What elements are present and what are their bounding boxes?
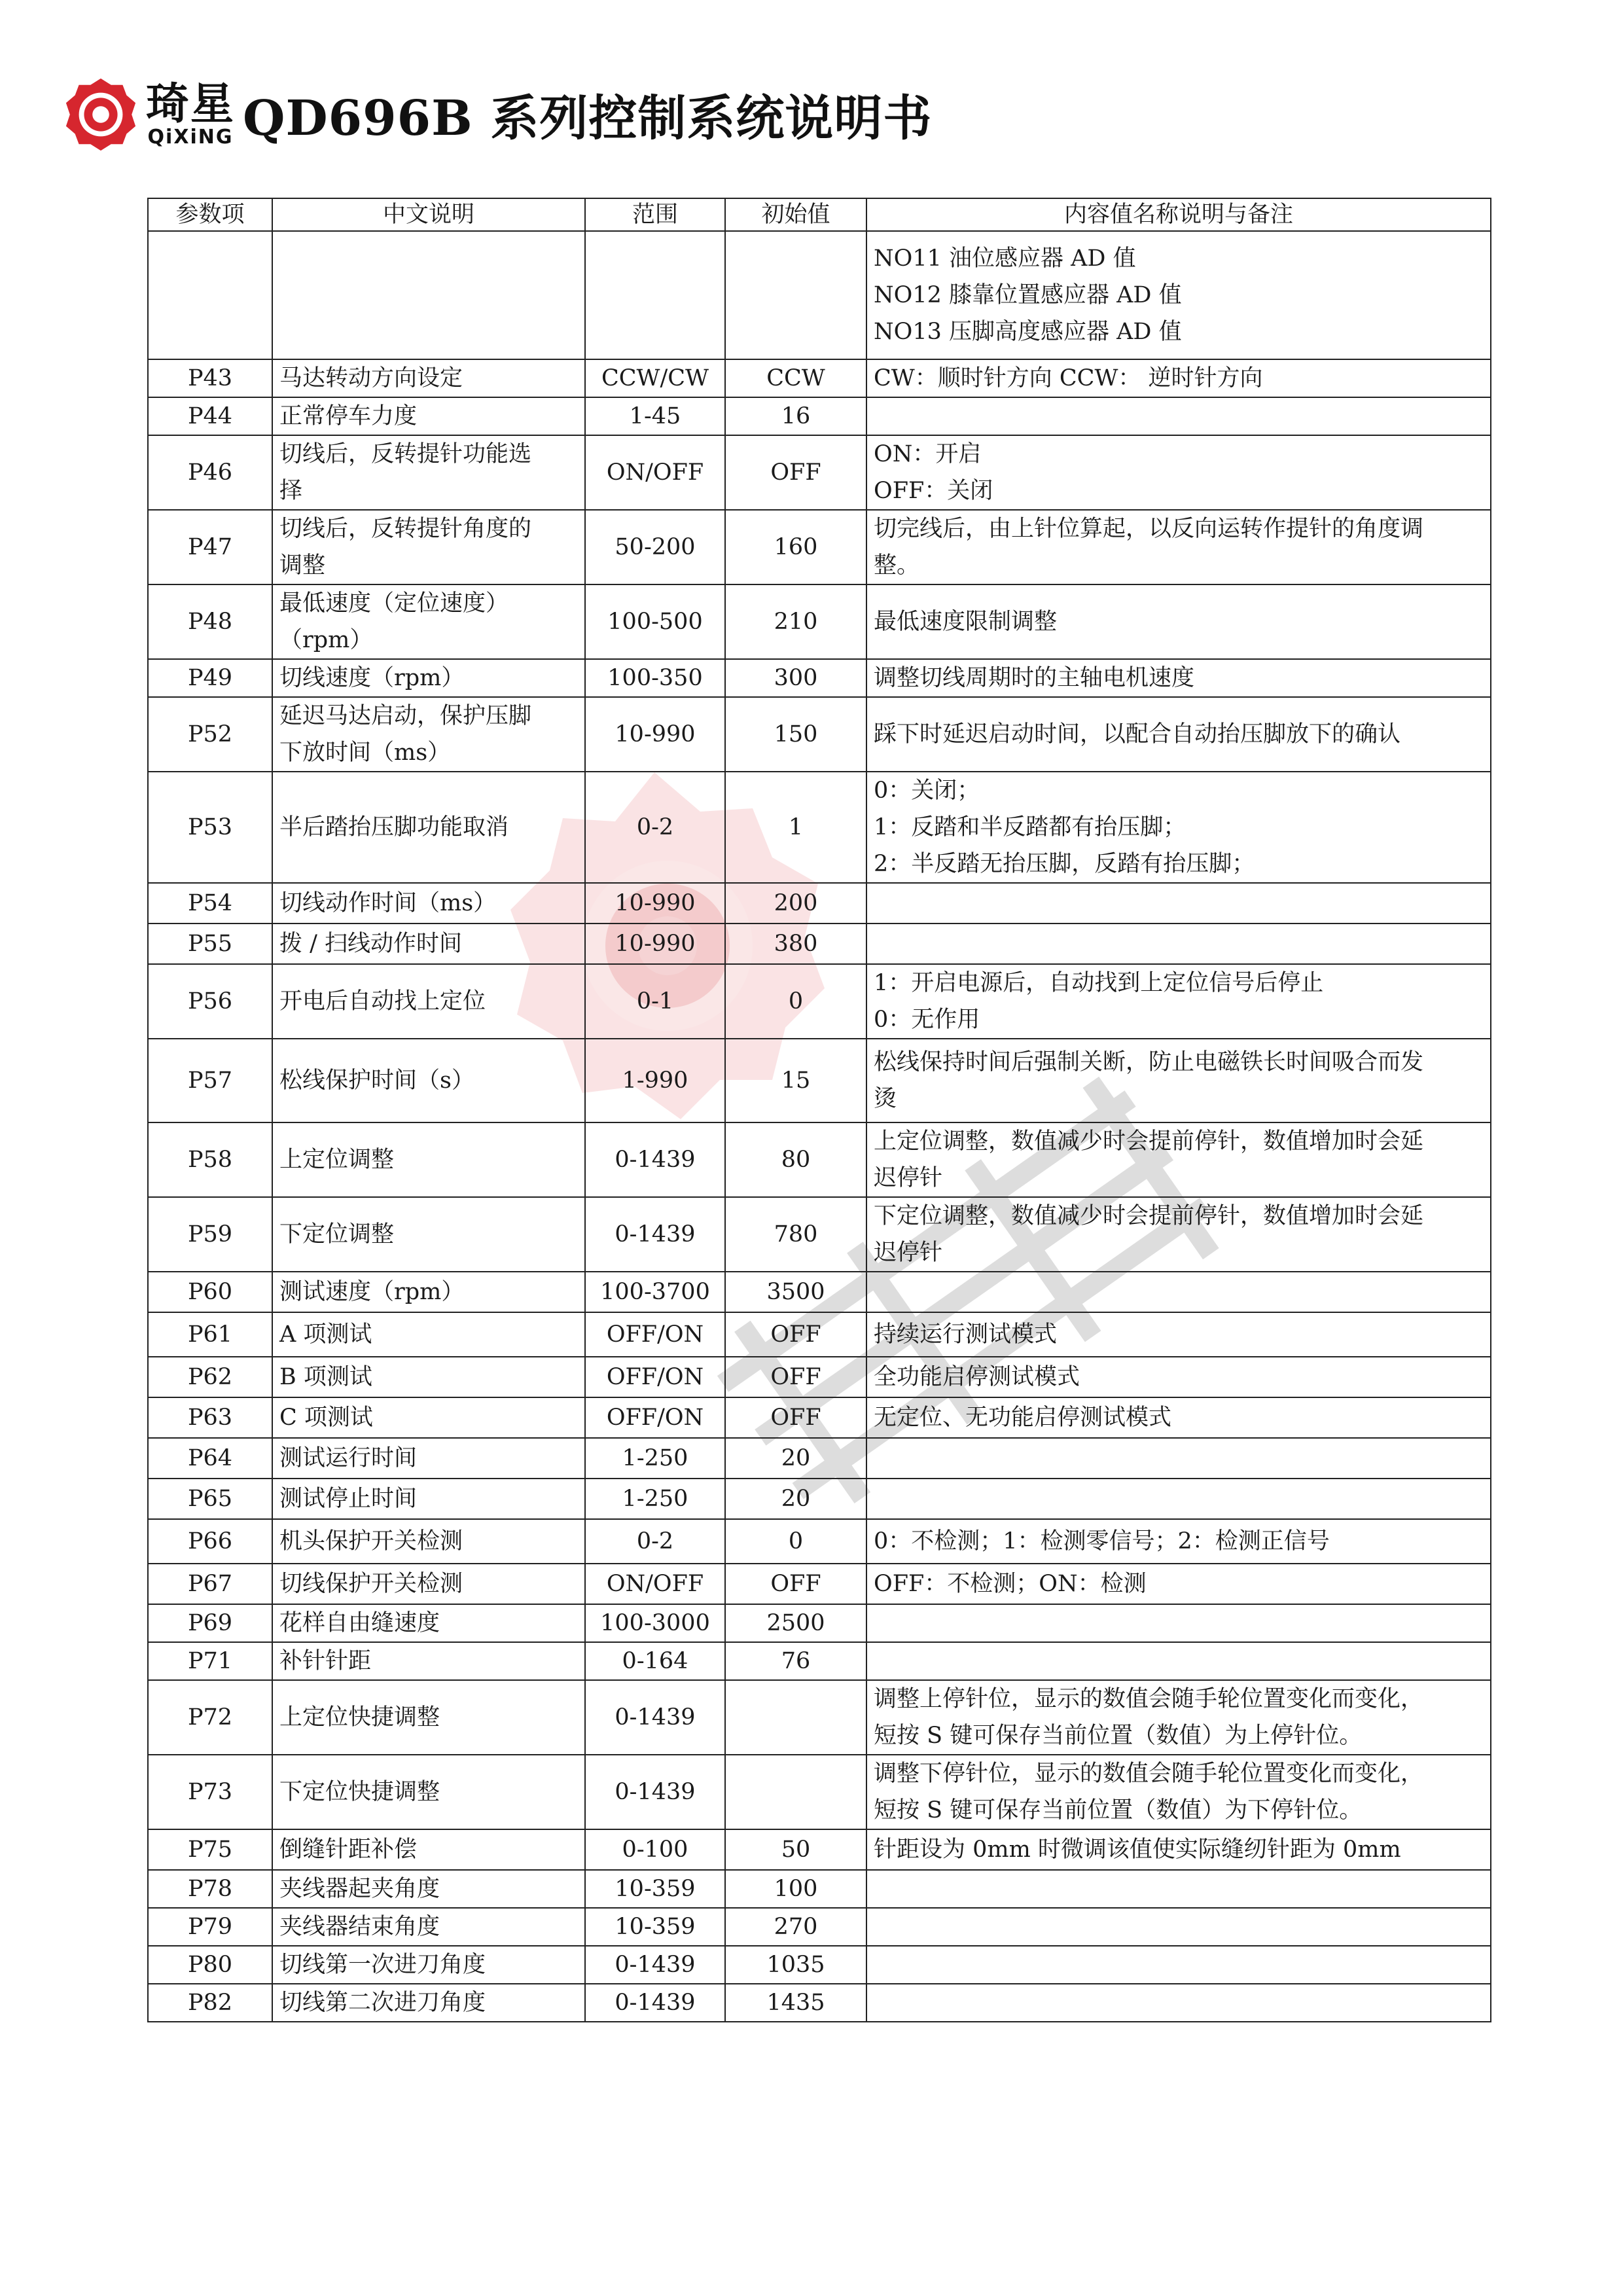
note-cell-line: 整。 — [874, 552, 920, 579]
table-row — [148, 883, 1491, 924]
note-cell — [866, 1312, 1491, 1357]
description-cell — [272, 1564, 585, 1604]
initial-value-cell: 50 — [725, 1829, 866, 1870]
table-row — [148, 1984, 1491, 2022]
note-cell-line: NO13 压脚高度感应器 AD 值 — [874, 319, 1182, 345]
initial-value-cell: OFF — [725, 1312, 866, 1357]
param-code-cell: P44 — [148, 397, 272, 435]
description-cell — [272, 1479, 585, 1519]
description-cell — [272, 659, 585, 697]
description-cell-line: 花样自由缝速度 — [279, 1610, 440, 1636]
note-cell-line: 2：半反踏无抬压脚，反踏有抬压脚； — [874, 851, 1255, 877]
description-cell-line: 补针针距 — [279, 1648, 372, 1674]
note-cell — [866, 1479, 1491, 1519]
note-cell-line: ON：开启 — [874, 441, 982, 467]
initial-value-cell: OFF — [725, 1357, 866, 1397]
range-cell: 100-350 — [585, 659, 725, 697]
description-cell-line: 切线动作时间（ms） — [279, 890, 497, 916]
range-cell: 10-990 — [585, 883, 725, 924]
initial-value-cell: 2500 — [725, 1604, 866, 1642]
range-cell: 0-1439 — [585, 1197, 725, 1272]
description-cell-line: 上定位调整 — [279, 1147, 395, 1173]
param-code-cell: P66 — [148, 1519, 272, 1564]
note-cell — [866, 1438, 1491, 1479]
description-cell-line: 切线第一次进刀角度 — [279, 1952, 486, 1978]
table-row — [148, 510, 1491, 584]
table-row — [148, 397, 1491, 435]
description-cell-line: 延迟马达启动，保护压脚 — [279, 703, 532, 729]
note-cell — [866, 883, 1491, 924]
description-cell-line: 测试停止时间 — [279, 1486, 418, 1512]
range-cell: 0-2 — [585, 772, 725, 883]
initial-value-cell: 16 — [725, 397, 866, 435]
param-code-cell: P47 — [148, 510, 272, 584]
initial-value-cell: 80 — [725, 1122, 866, 1197]
description-cell-line: 下定位快捷调整 — [279, 1779, 440, 1805]
description-cell — [272, 1829, 585, 1870]
range-cell: 0-1439 — [585, 1984, 725, 2022]
param-code-cell — [148, 231, 272, 359]
note-cell-line: 调整下停针位，显示的数值会随手轮位置变化而变化， — [874, 1761, 1424, 1787]
param-code-cell: P64 — [148, 1438, 272, 1479]
table-row — [148, 1122, 1491, 1197]
description-cell-line: 下定位调整 — [279, 1221, 395, 1247]
note-cell — [866, 1755, 1491, 1829]
note-cell — [866, 1946, 1491, 1984]
note-cell-line: 0：关闭； — [874, 778, 980, 804]
description-cell-line: 调整 — [279, 552, 326, 579]
initial-value-cell: 160 — [725, 510, 866, 584]
description-cell — [272, 772, 585, 883]
description-cell — [272, 1122, 585, 1197]
range-cell: 0-1439 — [585, 1680, 725, 1755]
description-cell — [272, 697, 585, 772]
description-cell-line: 机头保护开关检测 — [279, 1528, 463, 1554]
param-code-cell: P49 — [148, 659, 272, 697]
note-cell — [866, 359, 1491, 397]
header-cell-param: 参数项 — [148, 198, 272, 231]
note-cell — [866, 1357, 1491, 1397]
description-cell — [272, 435, 585, 510]
range-cell: 10-359 — [585, 1908, 725, 1946]
initial-value-cell — [725, 1680, 866, 1755]
range-cell: ON/OFF — [585, 435, 725, 510]
range-cell: CCW/CW — [585, 359, 725, 397]
brand-name-cn: 琦星 — [146, 79, 235, 129]
initial-value-cell: 1 — [725, 772, 866, 883]
note-cell — [866, 1397, 1491, 1438]
table-row — [148, 1870, 1491, 1908]
description-cell-line: 夹线器起夹角度 — [279, 1876, 440, 1902]
description-cell — [272, 1680, 585, 1755]
description-cell — [272, 1197, 585, 1272]
description-cell-line: 拨 / 扫线动作时间 — [279, 931, 463, 957]
note-cell-line: OFF：关闭 — [874, 478, 993, 504]
description-cell — [272, 883, 585, 924]
description-cell-line: A 项测试 — [279, 1321, 372, 1348]
table-row — [148, 1438, 1491, 1479]
note-cell — [866, 397, 1491, 435]
description-cell — [272, 1642, 585, 1680]
note-cell — [866, 1197, 1491, 1272]
description-cell-line: 测试运行时间 — [279, 1445, 418, 1471]
note-cell-line: NO11 油位感应器 AD 值 — [874, 245, 1136, 272]
description-cell-line: 正常停车力度 — [279, 403, 418, 429]
description-cell — [272, 1519, 585, 1564]
table-row — [148, 1946, 1491, 1984]
range-cell: 1-990 — [585, 1039, 725, 1122]
note-cell-line: 持续运行测试模式 — [874, 1321, 1058, 1348]
param-code-cell: P56 — [148, 964, 272, 1039]
document-title: QD696B 系列控制系统说明书 — [243, 90, 933, 147]
range-cell: 0-1 — [585, 964, 725, 1039]
description-cell-line: B 项测试 — [279, 1364, 372, 1390]
param-code-cell: P78 — [148, 1870, 272, 1908]
description-cell — [272, 1312, 585, 1357]
param-code-cell: P59 — [148, 1197, 272, 1272]
table-row — [148, 772, 1491, 883]
table-row — [148, 1642, 1491, 1680]
note-cell — [866, 1642, 1491, 1680]
range-cell: 0-1439 — [585, 1755, 725, 1829]
note-cell-line: 调整上停针位，显示的数值会随手轮位置变化而变化， — [874, 1686, 1424, 1712]
table-row — [148, 359, 1491, 397]
table-row — [148, 659, 1491, 697]
description-cell-line: 半后踏抬压脚功能取消 — [279, 814, 509, 840]
param-code-cell: P82 — [148, 1984, 272, 2022]
initial-value-cell: 3500 — [725, 1272, 866, 1312]
range-cell: ON/OFF — [585, 1564, 725, 1604]
note-cell-line: 调整切线周期时的主轴电机速度 — [874, 665, 1195, 691]
description-cell — [272, 964, 585, 1039]
table-row — [148, 1197, 1491, 1272]
header-cell-note: 内容值名称说明与备注 — [866, 198, 1491, 231]
description-cell-line: 夹线器结束角度 — [279, 1914, 440, 1940]
table-row — [148, 1312, 1491, 1357]
description-cell — [272, 1438, 585, 1479]
note-cell-line: CW：顺时针方向 CCW： 逆时针方向 — [874, 365, 1263, 391]
note-cell-line: 1：开启电源后，自动找到上定位信号后停止 — [874, 970, 1324, 996]
param-code-cell: P63 — [148, 1397, 272, 1438]
param-code-cell: P54 — [148, 883, 272, 924]
range-cell: 0-164 — [585, 1642, 725, 1680]
qixing-logo-icon — [62, 76, 139, 153]
description-cell — [272, 1272, 585, 1312]
range-cell: 0-2 — [585, 1519, 725, 1564]
note-cell — [866, 1908, 1491, 1946]
description-cell-line: 切线速度（rpm） — [279, 665, 465, 691]
note-cell-line: 0：不检测；1：检测零信号；2：检测正信号 — [874, 1528, 1330, 1554]
note-cell — [866, 510, 1491, 584]
note-cell — [866, 1829, 1491, 1870]
initial-value-cell: 1035 — [725, 1946, 866, 1984]
table-row — [148, 435, 1491, 510]
table-row — [148, 1604, 1491, 1642]
header-cell-description: 中文说明 — [272, 198, 585, 231]
range-cell: OFF/ON — [585, 1397, 725, 1438]
note-cell — [866, 231, 1491, 359]
note-cell — [866, 1680, 1491, 1755]
range-cell: 100-3700 — [585, 1272, 725, 1312]
description-cell — [272, 510, 585, 584]
description-cell-line: 择 — [279, 478, 303, 504]
description-cell — [272, 231, 585, 359]
brand-block — [146, 81, 235, 148]
description-cell-line: 切线第二次进刀角度 — [279, 1990, 486, 2016]
table-row — [148, 1564, 1491, 1604]
param-code-cell: P65 — [148, 1479, 272, 1519]
param-code-cell: P72 — [148, 1680, 272, 1755]
param-code-cell: P57 — [148, 1039, 272, 1122]
initial-value-cell: 0 — [725, 964, 866, 1039]
note-cell — [866, 964, 1491, 1039]
param-code-cell: P52 — [148, 697, 272, 772]
param-code-cell: P43 — [148, 359, 272, 397]
table-row — [148, 1908, 1491, 1946]
description-cell-line: 切线后，反转提针角度的 — [279, 516, 532, 542]
note-cell-line: NO12 膝靠位置感应器 AD 值 — [874, 282, 1182, 308]
description-cell — [272, 1357, 585, 1397]
range-cell: 1-45 — [585, 397, 725, 435]
note-cell — [866, 772, 1491, 883]
initial-value-cell: CCW — [725, 359, 866, 397]
initial-value-cell: 0 — [725, 1519, 866, 1564]
description-cell-line: 切线保护开关检测 — [279, 1571, 463, 1597]
note-cell-line: OFF：不检测；ON：检测 — [874, 1571, 1147, 1597]
note-cell-line: 上定位调整，数值减少时会提前停针，数值增加时会延 — [874, 1128, 1424, 1155]
param-code-cell: P80 — [148, 1946, 272, 1984]
note-cell — [866, 924, 1491, 964]
param-code-cell: P73 — [148, 1755, 272, 1829]
description-cell — [272, 1908, 585, 1946]
table-row — [148, 1357, 1491, 1397]
range-cell: OFF/ON — [585, 1357, 725, 1397]
header-cell-range: 范围 — [585, 198, 725, 231]
note-cell — [866, 1272, 1491, 1312]
note-cell — [866, 1122, 1491, 1197]
note-cell — [866, 1870, 1491, 1908]
param-code-cell: P53 — [148, 772, 272, 883]
note-cell-line: 短按 S 键可保存当前位置（数值）为下停针位。 — [874, 1797, 1363, 1823]
note-cell-line: 针距设为 0mm 时微调该值使实际缝纫针距为 0mm — [874, 1837, 1401, 1863]
note-cell-line: 下定位调整，数值减少时会提前停针，数值增加时会延 — [874, 1203, 1424, 1229]
initial-value-cell: 150 — [725, 697, 866, 772]
table-row — [148, 1680, 1491, 1755]
param-code-cell: P75 — [148, 1829, 272, 1870]
note-cell-line: 迟停针 — [874, 1165, 943, 1191]
table-row — [148, 697, 1491, 772]
initial-value-cell: 380 — [725, 924, 866, 964]
note-cell — [866, 659, 1491, 697]
table-row — [148, 231, 1491, 359]
param-code-cell: P55 — [148, 924, 272, 964]
note-cell — [866, 1519, 1491, 1564]
description-cell-line: 下放时间（ms） — [279, 740, 451, 766]
note-cell — [866, 697, 1491, 772]
initial-value-cell: OFF — [725, 1564, 866, 1604]
description-cell-line: （rpm） — [279, 627, 373, 653]
range-cell: 1-250 — [585, 1479, 725, 1519]
table-row — [148, 1397, 1491, 1438]
range-cell — [585, 231, 725, 359]
description-cell-line: 开电后自动找上定位 — [279, 988, 486, 1014]
initial-value-cell: 200 — [725, 883, 866, 924]
initial-value-cell — [725, 1755, 866, 1829]
range-cell: 10-990 — [585, 697, 725, 772]
param-code-cell: P67 — [148, 1564, 272, 1604]
note-cell — [866, 435, 1491, 510]
param-code-cell: P79 — [148, 1908, 272, 1946]
description-cell-line: C 项测试 — [279, 1405, 373, 1431]
note-cell-line: 0：无作用 — [874, 1007, 980, 1033]
table-row — [148, 584, 1491, 659]
note-cell-line: 最低速度限制调整 — [874, 609, 1058, 635]
table-row — [148, 1039, 1491, 1122]
param-code-cell: P48 — [148, 584, 272, 659]
range-cell: 0-1439 — [585, 1946, 725, 1984]
page-header — [62, 72, 932, 157]
description-cell — [272, 1039, 585, 1122]
description-cell-line: 最低速度（定位速度） — [279, 590, 509, 617]
initial-value-cell: 15 — [725, 1039, 866, 1122]
table-row — [148, 924, 1491, 964]
param-code-cell: P61 — [148, 1312, 272, 1357]
table-row — [148, 964, 1491, 1039]
description-cell-line: 马达转动方向设定 — [279, 365, 463, 391]
note-cell-line: 1：反踏和半反踏都有抬压脚； — [874, 814, 1186, 840]
description-cell — [272, 1755, 585, 1829]
note-cell-line: 全功能启停测试模式 — [874, 1364, 1080, 1390]
table-body — [148, 231, 1491, 2022]
note-cell-line: 迟停针 — [874, 1240, 943, 1266]
description-cell — [272, 1946, 585, 1984]
description-cell — [272, 1397, 585, 1438]
initial-value-cell: 100 — [725, 1870, 866, 1908]
note-cell-line: 切完线后，由上针位算起，以反向运转作提针的角度调 — [874, 516, 1424, 542]
initial-value-cell: 270 — [725, 1908, 866, 1946]
table-row — [148, 1829, 1491, 1870]
note-cell-line: 踩下时延迟启动时间，以配合自动抬压脚放下的确认 — [874, 721, 1401, 747]
description-cell — [272, 924, 585, 964]
table-row — [148, 1519, 1491, 1564]
table-row — [148, 1272, 1491, 1312]
note-cell — [866, 1564, 1491, 1604]
note-cell-line: 无定位、无功能启停测试模式 — [874, 1405, 1172, 1431]
note-cell-line: 松线保持时间后强制关断，防止电磁铁长时间吸合而发 — [874, 1049, 1424, 1075]
range-cell: 0-1439 — [585, 1122, 725, 1197]
param-code-cell: P58 — [148, 1122, 272, 1197]
description-cell-line: 测试速度（rpm） — [279, 1279, 465, 1305]
initial-value-cell: 76 — [725, 1642, 866, 1680]
description-cell-line: 松线保护时间（s） — [279, 1067, 474, 1094]
range-cell: 50-200 — [585, 510, 725, 584]
brand-name-en: QiXiNG — [147, 126, 234, 149]
initial-value-cell: 20 — [725, 1479, 866, 1519]
header-cell-initial: 初始值 — [725, 198, 866, 231]
note-cell — [866, 1039, 1491, 1122]
table-header-row — [148, 198, 1491, 231]
initial-value-cell — [725, 231, 866, 359]
initial-value-cell: OFF — [725, 435, 866, 510]
note-cell-line: 短按 S 键可保存当前位置（数值）为上停针位。 — [874, 1723, 1363, 1749]
range-cell: OFF/ON — [585, 1312, 725, 1357]
description-cell-line: 上定位快捷调整 — [279, 1704, 440, 1731]
param-code-cell: P62 — [148, 1357, 272, 1397]
initial-value-cell: 1435 — [725, 1984, 866, 2022]
description-cell — [272, 1870, 585, 1908]
range-cell: 10-359 — [585, 1870, 725, 1908]
param-code-cell: P71 — [148, 1642, 272, 1680]
range-cell: 1-250 — [585, 1438, 725, 1479]
param-code-cell: P69 — [148, 1604, 272, 1642]
description-cell — [272, 1984, 585, 2022]
table-row — [148, 1479, 1491, 1519]
description-cell — [272, 584, 585, 659]
note-cell — [866, 1984, 1491, 2022]
description-cell-line: 切线后，反转提针功能选 — [279, 441, 532, 467]
initial-value-cell: OFF — [725, 1397, 866, 1438]
note-cell — [866, 584, 1491, 659]
range-cell: 0-100 — [585, 1829, 725, 1870]
description-cell-line: 倒缝针距补偿 — [279, 1837, 418, 1863]
initial-value-cell: 210 — [725, 584, 866, 659]
note-cell-line: 烫 — [874, 1086, 897, 1112]
initial-value-cell: 780 — [725, 1197, 866, 1272]
note-cell — [866, 1604, 1491, 1642]
param-code-cell: P60 — [148, 1272, 272, 1312]
initial-value-cell: 20 — [725, 1438, 866, 1479]
range-cell: 10-990 — [585, 924, 725, 964]
param-code-cell: P46 — [148, 435, 272, 510]
table-row — [148, 1755, 1491, 1829]
description-cell — [272, 359, 585, 397]
parameter-table — [147, 198, 1491, 2022]
range-cell: 100-3000 — [585, 1604, 725, 1642]
description-cell — [272, 397, 585, 435]
description-cell — [272, 1604, 585, 1642]
initial-value-cell: 300 — [725, 659, 866, 697]
range-cell: 100-500 — [585, 584, 725, 659]
